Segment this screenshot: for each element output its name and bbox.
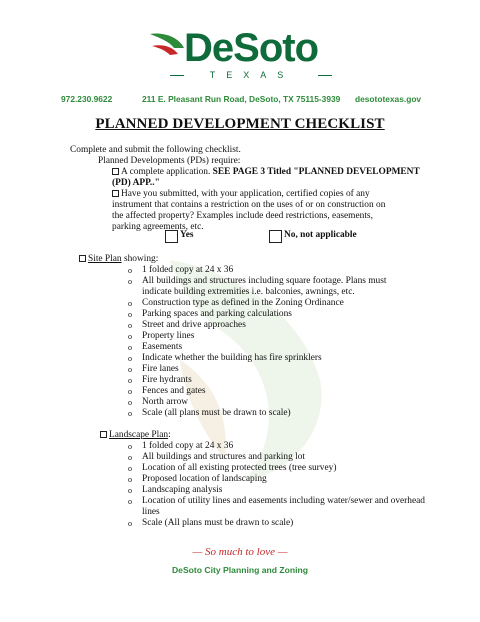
instrument-line-4: parking agreements, etc. — [112, 222, 204, 232]
site-plan-item: Scale (all plans must be drawn to scale) — [142, 408, 291, 418]
landscape-plan-bullet: o — [128, 453, 132, 462]
landscape-plan-item: 1 folded copy at 24 x 36 — [142, 441, 234, 451]
no-checkbox[interactable] — [269, 230, 282, 243]
checkbox-landscape-plan[interactable] — [100, 431, 107, 438]
checkbox-site-plan[interactable] — [79, 255, 86, 262]
landscape-plan-item: Location of all existing protected trees (tree survey) — [142, 463, 337, 473]
landscape-plan-bullet: o — [128, 475, 132, 484]
instrument-line-3: the affected property? Examples include deed restrictions, easements, — [112, 211, 373, 221]
landscape-plan-heading: Landscape Plan: — [100, 430, 171, 441]
site-plan-item: Easements — [142, 342, 183, 352]
site-plan-bullet: o — [128, 343, 132, 352]
landscape-plan-bullet: o — [128, 486, 132, 495]
contact-phone: 972.230.9622 — [61, 94, 113, 104]
landscape-plan-bullet: o — [128, 497, 132, 506]
site-plan-item: indicate building extremities i.e. balconies, awnings, etc. — [142, 287, 355, 297]
site-plan-item: Parking spaces and parking calculations — [142, 309, 292, 319]
logo-subtitle: TEXAS — [209, 70, 295, 80]
site-plan-bullet: o — [128, 277, 132, 286]
site-plan-bullet: o — [128, 387, 132, 396]
checklist-item-application: A complete application. SEE PAGE 3 Titled "PLANNED DEVELOPMENT — [112, 167, 420, 178]
desoto-logo — [148, 24, 334, 82]
site-plan-item: Fire hydrants — [142, 375, 192, 385]
logo-swoosh-icon — [148, 28, 188, 68]
footer-organization: DeSoto City Planning and Zoning — [171, 565, 309, 575]
intro-line-1: Complete and submit the following checklist. — [70, 145, 241, 155]
logo-wordmark: DeSoto — [184, 26, 318, 70]
checkbox-application[interactable] — [112, 168, 119, 175]
site-plan-bullet: o — [128, 376, 132, 385]
contact-address: 211 E. Pleasant Run Road, DeSoto, TX 75115-3939 — [142, 94, 341, 104]
site-plan-bullet: o — [128, 409, 132, 418]
site-plan-bullet: o — [128, 332, 132, 341]
site-plan-item: All buildings and structures including square footage. Plans must — [142, 276, 387, 286]
landscape-plan-bullet: o — [128, 442, 132, 451]
site-plan-item: Indicate whether the building has fire sprinklers — [142, 353, 322, 363]
no-label: No, not applicable — [284, 230, 357, 240]
landscape-plan-item: All buildings and structures and parking lot — [142, 452, 305, 462]
landscape-plan-bullet: o — [128, 519, 132, 528]
site-plan-item: Fences and gates — [142, 386, 206, 396]
site-plan-item: Street and drive approaches — [142, 320, 246, 330]
footer-tagline: — So much to love — — [192, 546, 288, 558]
page-title: PLANNED DEVELOPMENT CHECKLIST — [95, 116, 385, 132]
landscape-plan-item: Scale (All plans must be drawn to scale) — [142, 518, 294, 528]
landscape-plan-item: Proposed location of landscaping — [142, 474, 267, 484]
site-plan-bullet: o — [128, 266, 132, 275]
logo-rule-right — [318, 75, 332, 76]
site-plan-item: Property lines — [142, 331, 195, 341]
checklist-item-instrument: Have you submitted, with your application, certified copies of any — [112, 189, 370, 200]
landscape-plan-item: lines — [142, 507, 160, 517]
site-plan-bullet: o — [128, 365, 132, 374]
landscape-plan-bullet: o — [128, 464, 132, 473]
yes-label: Yes — [180, 230, 194, 240]
contact-website[interactable]: desototexas.gov — [355, 94, 422, 104]
site-plan-heading: Site Plan showing: — [79, 254, 158, 265]
site-plan-bullet: o — [128, 310, 132, 319]
checklist-item-application-cont: (PD) APP.." — [112, 178, 160, 188]
landscape-plan-item: Landscaping analysis — [142, 485, 223, 495]
intro-line-2: Planned Developments (PDs) require: — [98, 156, 241, 166]
instrument-line-2: instrument that contains a restriction on the uses of or on construction on — [112, 200, 386, 210]
checkbox-instrument[interactable] — [112, 190, 119, 197]
site-plan-bullet: o — [128, 321, 132, 330]
yes-checkbox[interactable] — [165, 230, 178, 243]
site-plan-item: North arrow — [142, 397, 189, 407]
site-plan-item: 1 folded copy at 24 x 36 — [142, 265, 234, 275]
landscape-plan-item: Location of utility lines and easements including water/sewer and overhead — [142, 496, 425, 506]
site-plan-bullet: o — [128, 299, 132, 308]
site-plan-bullet: o — [128, 354, 132, 363]
site-plan-item: Fire lanes — [142, 364, 179, 374]
site-plan-item: Construction type as defined in the Zoning Ordinance — [142, 298, 344, 308]
site-plan-bullet: o — [128, 398, 132, 407]
